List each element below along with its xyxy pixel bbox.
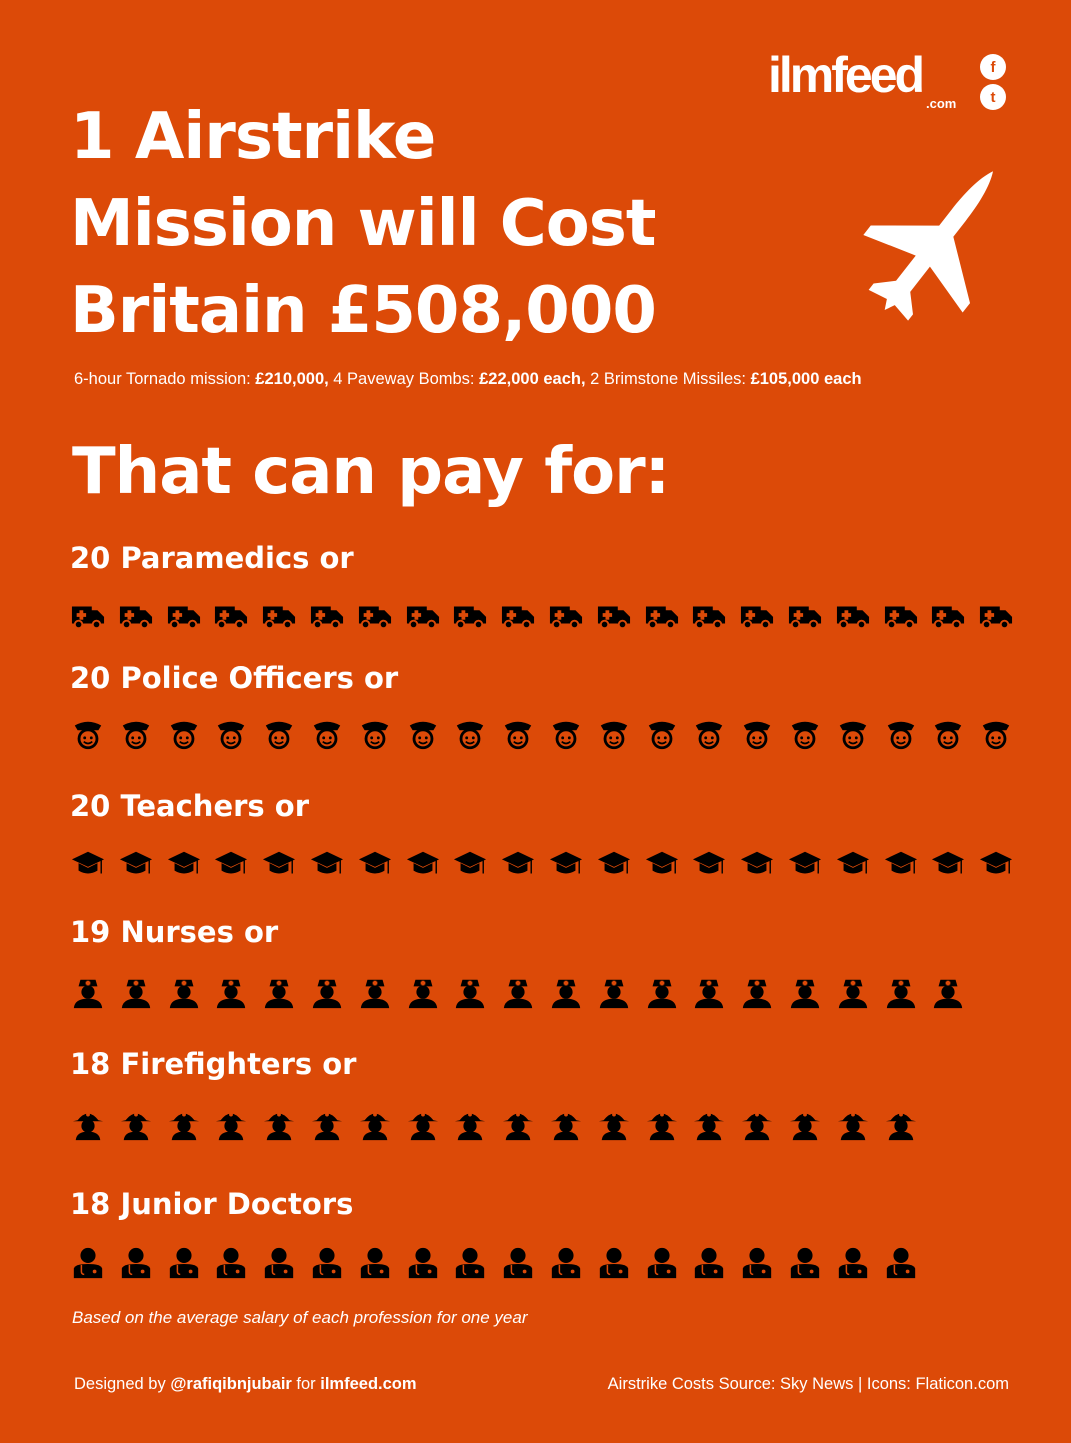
police-officer-icon (787, 718, 823, 752)
nurse-icon (213, 976, 249, 1010)
firefighter-icon (787, 1108, 823, 1142)
doctor-icon (883, 1246, 919, 1280)
doctor-icon (309, 1246, 345, 1280)
police-officer-icon (70, 718, 106, 752)
cost-breakdown: 6-hour Tornado mission: £210,000, 4 Paveway Bombs: £22,000 each, 2 Brimstone Missiles: £105,000 each (74, 370, 862, 388)
doctor-icon (548, 1246, 584, 1280)
nurse-icon (691, 976, 727, 1010)
group-label-junior-doctors: 18 Junior Doctors (70, 1187, 354, 1221)
police-officer-icon (213, 718, 249, 752)
police-officer-icon (644, 718, 680, 752)
doctor-icon (357, 1246, 393, 1280)
firefighter-icon (405, 1108, 441, 1142)
facebook-icon[interactable]: f (980, 54, 1006, 80)
ambulance-icon (787, 598, 823, 632)
doctor-icon (166, 1246, 202, 1280)
title-line: Britain £508,000 (70, 274, 656, 348)
footnote: Based on the average salary of each profession for one year (72, 1308, 528, 1327)
firefighter-icon (883, 1108, 919, 1142)
nurse-icon (787, 976, 823, 1010)
firefighter-icon (357, 1108, 393, 1142)
ambulance-icon (596, 598, 632, 632)
nurse-icon (883, 976, 919, 1010)
designer-handle-link[interactable]: @rafiqibnjubair (170, 1375, 292, 1393)
ambulance-icon (452, 598, 488, 632)
firefighter-icon (548, 1108, 584, 1142)
ambulance-icon (883, 598, 919, 632)
ambulance-icon (357, 598, 393, 632)
logo-suffix: .com (926, 96, 957, 111)
doctor-icon (452, 1246, 488, 1280)
firefighter-icon (118, 1108, 154, 1142)
doctor-icon (596, 1246, 632, 1280)
doctor-icon (70, 1246, 106, 1280)
firefighter-icon (452, 1108, 488, 1142)
group-label-firefighters: 18 Firefighters or (70, 1047, 357, 1081)
designer-credit: Designed by @rafiqibnjubair for ilmfeed.com (74, 1375, 417, 1393)
ambulance-icon (70, 598, 106, 632)
firefighter-icon (166, 1108, 202, 1142)
doctor-icon (644, 1246, 680, 1280)
police-officer-icon (118, 718, 154, 752)
ambulance-icon (405, 598, 441, 632)
doctor-icon (835, 1246, 871, 1280)
source-credit: Airstrike Costs Source: Sky News | Icons: Flaticon.com (607, 1375, 1009, 1393)
ambulance-icon (213, 598, 249, 632)
graduation-cap-icon (118, 848, 154, 882)
nurse-icon (644, 976, 680, 1010)
nurse-icon (70, 976, 106, 1010)
firefighter-icon (261, 1108, 297, 1142)
nurse-icon (261, 976, 297, 1010)
graduation-cap-icon (787, 848, 823, 882)
ambulance-icon (930, 598, 966, 632)
group-label-teachers: 20 Teachers or (70, 789, 310, 823)
fighter-jet-icon (862, 148, 1012, 338)
nurse-icon (930, 976, 966, 1010)
police-officer-icon (835, 718, 871, 752)
doctor-icon (405, 1246, 441, 1280)
nurse-icon (452, 976, 488, 1010)
nurse-icon (166, 976, 202, 1010)
firefighter-icon (835, 1108, 871, 1142)
graduation-cap-icon (452, 848, 488, 882)
graduation-cap-icon (500, 848, 536, 882)
nurse-icon (118, 976, 154, 1010)
ambulance-icon (644, 598, 680, 632)
firefighter-icon (691, 1108, 727, 1142)
graduation-cap-icon (691, 848, 727, 882)
ambulance-icon (835, 598, 871, 632)
graduation-cap-icon (70, 848, 106, 882)
title-line: Mission will Cost (70, 187, 656, 261)
graduation-cap-icon (883, 848, 919, 882)
ambulance-icon (548, 598, 584, 632)
graduation-cap-icon (548, 848, 584, 882)
doctor-icon (261, 1246, 297, 1280)
graduation-cap-icon (213, 848, 249, 882)
ambulance-icon (691, 598, 727, 632)
firefighter-icon (739, 1108, 775, 1142)
graduation-cap-icon (930, 848, 966, 882)
graduation-cap-icon (644, 848, 680, 882)
nurse-icon (548, 976, 584, 1010)
firefighter-icon (213, 1108, 249, 1142)
police-officer-icon (500, 718, 536, 752)
police-officer-icon (166, 718, 202, 752)
police-officer-icon (739, 718, 775, 752)
ambulance-icon (500, 598, 536, 632)
nurse-icon (405, 976, 441, 1010)
subheading: That can pay for: (72, 435, 670, 509)
group-label-paramedics: 20 Paramedics or (70, 541, 354, 575)
police-officer-icon (596, 718, 632, 752)
police-officer-icon (691, 718, 727, 752)
graduation-cap-icon (309, 848, 345, 882)
page-title (70, 94, 656, 355)
nurse-icon (357, 976, 393, 1010)
nurse-icon (739, 976, 775, 1010)
logo-text: ilmfeed (768, 47, 923, 103)
nurse-icon (596, 976, 632, 1010)
firefighter-icon (70, 1108, 106, 1142)
title-line: 1 Airstrike (70, 100, 436, 174)
police-officer-icon (452, 718, 488, 752)
nurse-icon (309, 976, 345, 1010)
twitter-icon[interactable]: t (980, 84, 1006, 110)
firefighter-icon (309, 1108, 345, 1142)
firefighter-icon (500, 1108, 536, 1142)
doctor-icon (739, 1246, 775, 1280)
group-label-police-officers: 20 Police Officers or (70, 661, 399, 695)
doctor-icon (213, 1246, 249, 1280)
site-link[interactable]: ilmfeed.com (320, 1375, 417, 1393)
police-officer-icon (261, 718, 297, 752)
ambulance-icon (978, 598, 1014, 632)
police-officer-icon (930, 718, 966, 752)
ambulance-icon (166, 598, 202, 632)
doctor-icon (691, 1246, 727, 1280)
doctor-icon (118, 1246, 154, 1280)
ambulance-icon (261, 598, 297, 632)
graduation-cap-icon (261, 848, 297, 882)
nurse-icon (500, 976, 536, 1010)
doctor-icon (787, 1246, 823, 1280)
police-officer-icon (883, 718, 919, 752)
graduation-cap-icon (596, 848, 632, 882)
police-officer-icon (548, 718, 584, 752)
police-officer-icon (357, 718, 393, 752)
police-officer-icon (309, 718, 345, 752)
graduation-cap-icon (357, 848, 393, 882)
nurse-icon (835, 976, 871, 1010)
graduation-cap-icon (978, 848, 1014, 882)
police-officer-icon (405, 718, 441, 752)
police-officer-icon (978, 718, 1014, 752)
firefighter-icon (596, 1108, 632, 1142)
graduation-cap-icon (405, 848, 441, 882)
graduation-cap-icon (739, 848, 775, 882)
group-label-nurses: 19 Nurses or (70, 915, 279, 949)
ambulance-icon (739, 598, 775, 632)
firefighter-icon (644, 1108, 680, 1142)
ambulance-icon (309, 598, 345, 632)
graduation-cap-icon (166, 848, 202, 882)
ilmfeed-logo[interactable] (768, 47, 957, 111)
graduation-cap-icon (835, 848, 871, 882)
ambulance-icon (118, 598, 154, 632)
doctor-icon (500, 1246, 536, 1280)
